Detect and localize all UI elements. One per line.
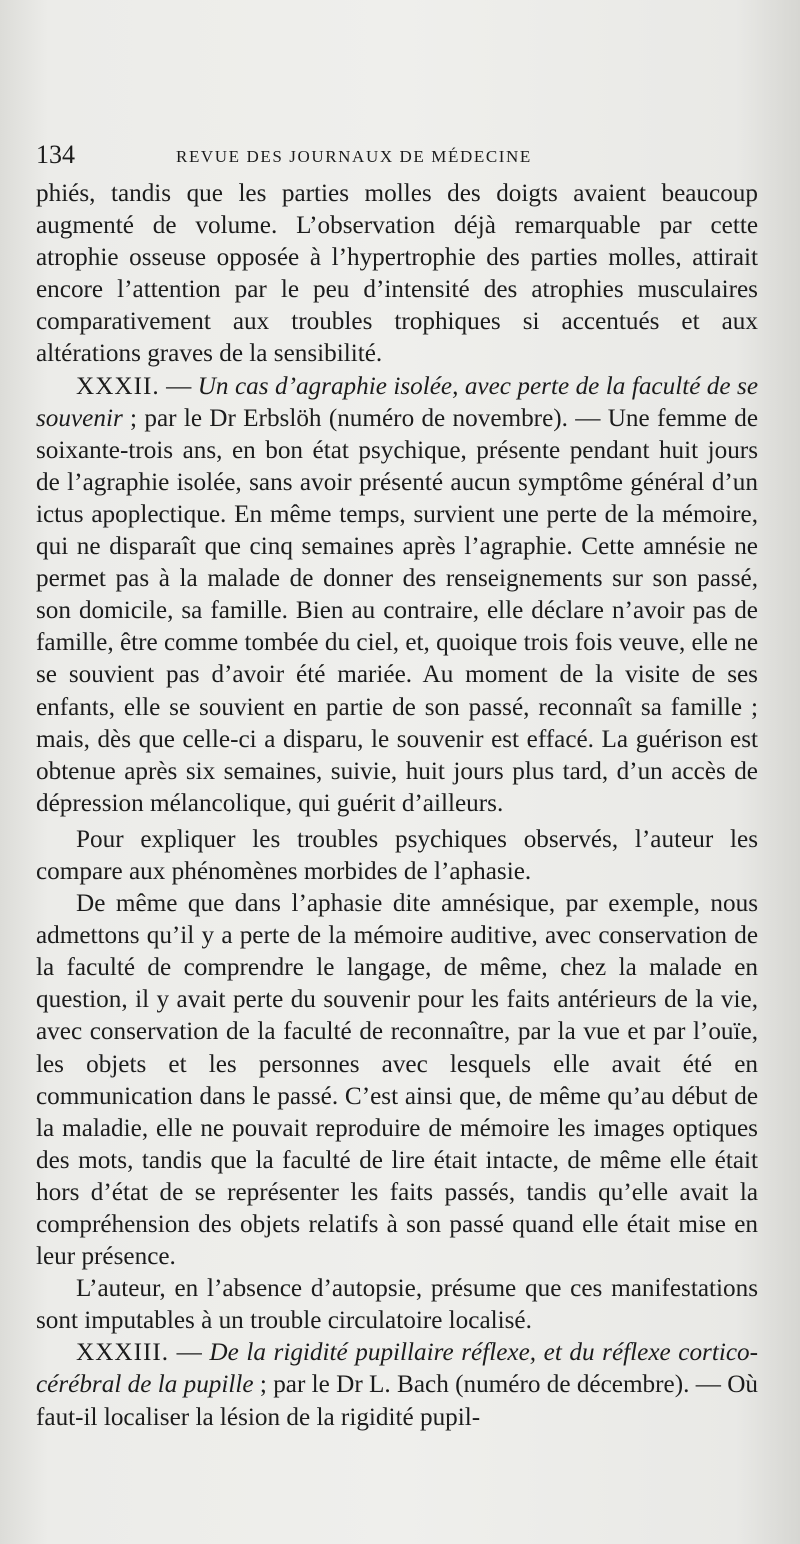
page-number: 134 xyxy=(36,140,75,169)
paragraph-article-xxxii xyxy=(36,371,758,820)
article-title: Un cas d’agraphie isolée, avec perte de la faculté de se souvenir xyxy=(36,372,759,432)
running-title: REVUE DES JOURNAUX DE MÉDECINE xyxy=(176,147,532,166)
article-numeral: XXXIII. xyxy=(76,1339,170,1367)
page-header xyxy=(36,140,756,170)
paragraph-continuation: phiés, tandis que les parties molles des doigts avaient beaucoup augmenté de volume. L’observation déjà remarquable par cette atrophie osseuse opposée à l’hypertrophie des parties molles, attirait encore l’attention par le peu d’intensité des atrophies musculaires comparativement aux troubles trophiques si accentués et aux altérations graves de la sensibilité. xyxy=(36,180,758,368)
body-text xyxy=(36,178,758,1434)
article-body: ; par le Dr Erbslöh (numéro de novembre). — Une femme de soixante-trois ans, en bon état psychique, présente pendant huit jours de l’agraphie isolée, sans avoir présenté aucun symptôme général d’un ictus apoplectique. En même temps, survient une perte de la mémoire, qui ne disparaît que cinq semaines après l’agraphie. Cette amnésie ne permet pas à la malade de donner des renseignements sur son passé, son domicile, sa famille. Bien au contraire, elle déclare n’avoir pas de famille, être comme tombée du ciel, et, quoique trois fois veuve, elle ne se souvient pas d’avoir été mariée. Au moment de la visite de ses enfants, elle se souvient en partie de son passé, reconnaît sa famille ; mais, dès que celle-ci a disparu, le souvenir est effacé. La guérison est obtenue après six semaines, suivie, huit jours plus tard, d’un accès de dépression mélancolique, qui guérit d’ailleurs. xyxy=(36,404,758,817)
paragraph-comparison: De même que dans l’aphasie dite amnésique, par exemple, nous admettons qu’il y a perte de la mémoire auditive, avec conservation de la faculté de comprendre le langage, de même, chez la malade en question, il y avait perte du souvenir pour les faits antérieurs de la vie, avec conservation de la faculté de reconnaître, par la vue et par l’ouïe, les objets et les personnes avec lesquels elle avait été en communication dans le passé. C’est ainsi que, de même qu’au début de la maladie, elle ne pouvait reproduire de mémoire les images optiques des mots, tandis que la faculté de lire était intacte, de même elle était hors d’état de se représenter les faits passés, tandis qu’elle avait la compréhension des objets relatifs à son passé quand elle était mise en leur présence. xyxy=(36,890,758,1271)
paragraph-explanation: Pour expliquer les troubles psychiques observés, l’auteur les compare aux phénomènes morbides de l’aphasie. xyxy=(36,825,758,885)
article-body: ; par le Dr L. Bach (numéro de décembre). — Où faut-il localiser la lésion de la rigidité pupil- xyxy=(36,1371,758,1431)
article-title: De la rigidité pupillaire réflexe, et du réflexe cortico-cérébral de la pupille xyxy=(36,1339,758,1399)
article-dash: — xyxy=(169,1339,210,1367)
paragraph-article-xxxiii xyxy=(36,1337,758,1433)
article-numeral: XXXII. xyxy=(76,372,160,400)
paragraph-conclusion: L’auteur, en l’absence d’autopsie, présume que ces manifestations sont imputables à un trouble circulatoire localisé. xyxy=(36,1275,758,1335)
article-dash: — xyxy=(159,372,198,400)
